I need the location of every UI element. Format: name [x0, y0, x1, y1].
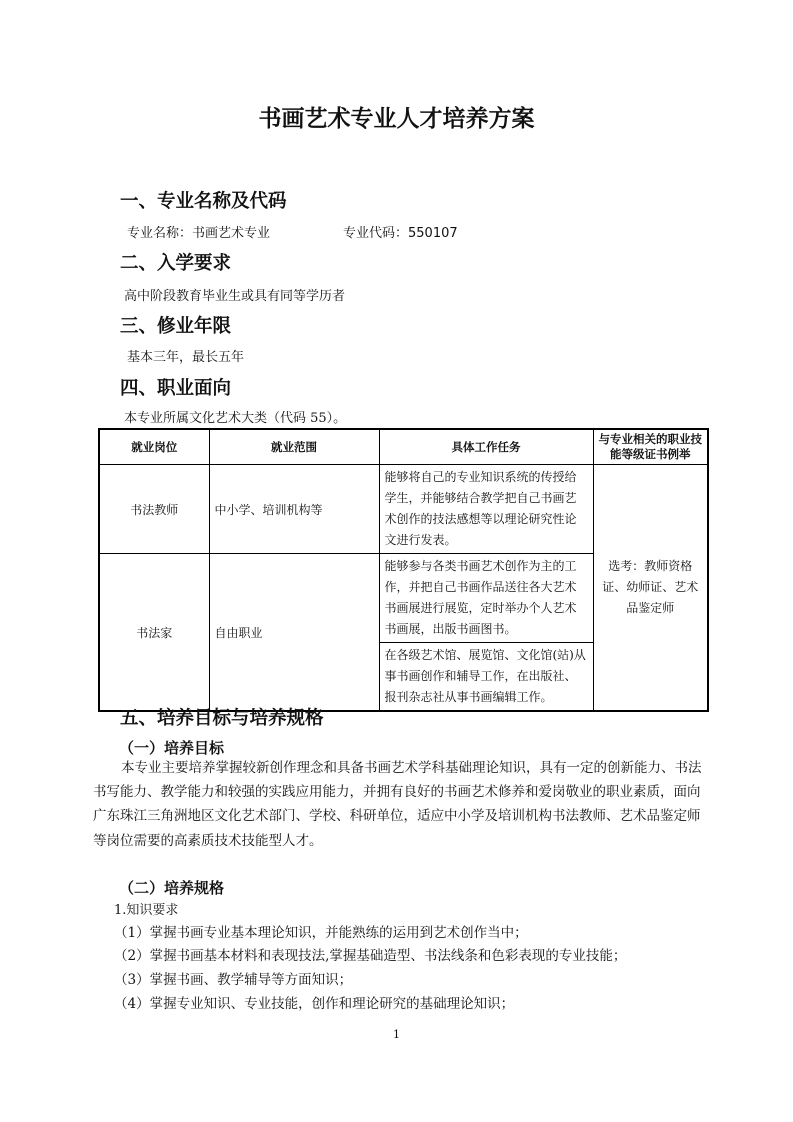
category-intro: 本专业所属文化艺术大类（代码 55）。 [124, 411, 347, 426]
row-task: 在各级艺术馆、展览馆、文化馆(站)从事书画创作和辅导工作，在出版社、报刊杂志社从事书画编辑工作。 [384, 648, 586, 704]
certificates-cell: 选考：教师资格证、幼师证、艺术品鉴定师 [593, 465, 708, 712]
table-header-row [99, 429, 708, 465]
major-code-value: 550107 [408, 226, 458, 241]
table-row [99, 465, 708, 554]
row-task: 能够将自己的专业知识系统的传授给学生，并能够结合教学把自己书画艺术创作的技法感想等以理论研究性论文进行发表。 [379, 465, 593, 554]
row-task: 能够参与各类书画艺术创作为主的工作，并把自己书画作品送往各大艺术书画展进行展览，定时举办个人艺术书画展，出版书画图书。 [380, 554, 593, 643]
page-number: 1 [393, 1028, 400, 1041]
section2-heading: 二、入学要求 [120, 253, 232, 274]
major-code-label: 专业代码： [343, 226, 409, 241]
major-name: 专业名称：书画艺术专业 [127, 226, 271, 241]
major-code-line [343, 222, 458, 241]
career-table [98, 428, 709, 712]
row-scope: 中小学、培训机构等 [209, 465, 379, 554]
study-duration: 基本三年，最长五年 [127, 350, 245, 365]
admission-requirement: 高中阶段教育毕业生或具有同等学历者 [124, 289, 346, 304]
row-post: 书法家 [99, 554, 209, 712]
knowledge-item: （2）掌握书画基本材料和表现技法,掌握基础造型、书法线条和色彩表现的专业技能； [114, 948, 627, 964]
page-title: 书画艺术专业人才培养方案 [258, 106, 535, 132]
section1-heading: 一、专业名称及代码 [120, 191, 287, 212]
knowledge-title: 1.知识要求 [114, 903, 179, 918]
row-tasks-cell [379, 554, 593, 712]
header-tasks: 具体工作任务 [379, 429, 593, 465]
goal-subheading: （一）培养目标 [119, 739, 225, 757]
header-certificates: 与专业相关的职业技能等级证书例举 [593, 429, 708, 465]
row-post: 书法教师 [99, 465, 209, 554]
goal-paragraph: 本专业主要培养掌握较新创作理念和具备书画艺术学科基础理论知识，具有一定的创新能力、书法书写能力、教学能力和较强的实践应用能力，并拥有良好的书画艺术修养和爱岗敬业的职业素质，面向广东珠江三角洲地区文化艺术部门、学校、科研单位，适应中小学及培训机构书法教师、艺术品鉴定师等岗位需要的高素质技术技能型人才。 [93, 760, 702, 849]
spec-subheading: （二）培养规格 [119, 879, 225, 897]
knowledge-item: （4）掌握专业知识、专业技能，创作和理论研究的基础理论知识； [114, 996, 515, 1012]
header-scope: 就业范围 [209, 429, 379, 465]
header-post: 就业岗位 [99, 429, 209, 465]
section5-heading: 五、培养目标与培养规格 [120, 708, 324, 729]
section4-heading: 四、职业面向 [120, 378, 232, 399]
knowledge-item: （1）掌握书画专业基本理论知识，并能熟练的运用到艺术创作当中； [114, 925, 528, 941]
section3-heading: 三、修业年限 [120, 316, 232, 337]
row-scope: 自由职业 [209, 554, 379, 712]
knowledge-item: （3）掌握书画、教学辅导等方面知识； [114, 972, 353, 988]
